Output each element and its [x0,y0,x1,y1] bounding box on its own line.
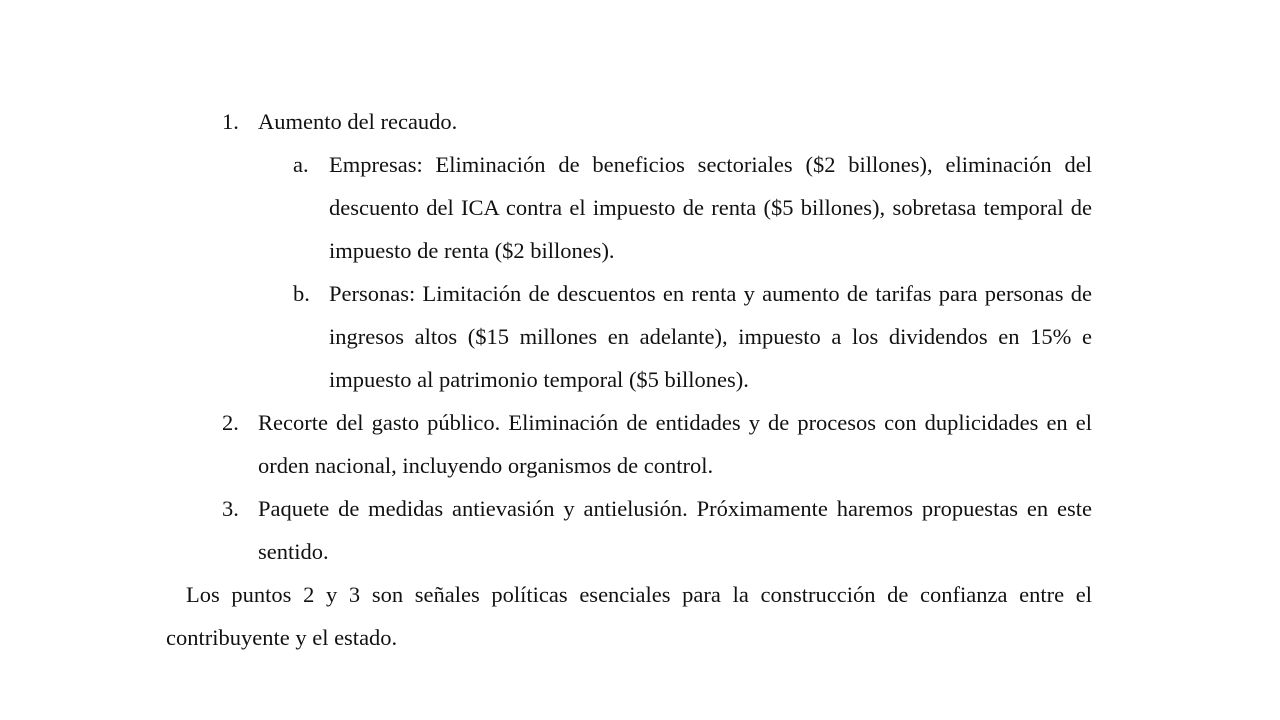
list-item-text: Recorte del gasto público. Eliminación de entidades y de procesos con duplicidades en el orden nacional, incluyendo organismos de control. [258,410,1092,478]
list-marker: 2. [222,410,239,435]
list-item-3 [222,487,1092,573]
list-marker: b. [293,281,310,306]
list-item-text: Paquete de medidas antievasión y antielusión. Próximamente haremos propuestas en este sentido. [258,496,1092,564]
list-item-2 [222,401,1092,487]
list-item-text: Personas: Limitación de descuentos en renta y aumento de tarifas para personas de ingresos altos ($15 millones en adelante), impuesto a los dividendos en 15% e impuesto al patrimonio temporal ($5 billones). [329,281,1092,392]
list-item-text: Empresas: Eliminación de beneficios sectoriales ($2 billones), eliminación del descuento del ICA contra el impuesto de renta ($5 billones), sobretasa temporal de impuesto de renta ($2 billones). [329,152,1092,263]
list-marker: 3. [222,496,239,521]
list-item-text: Aumento del recaudo. [258,109,458,134]
list-item-1 [222,100,1092,143]
document-body [166,100,1092,659]
list-subitem-a [293,143,1092,272]
list-subitem-b [293,272,1092,401]
closing-paragraph: Los puntos 2 y 3 son señales políticas esenciales para la construcción de confianza entre el contribuyente y el estado. [166,582,1092,650]
list-marker: 1. [222,109,239,134]
list-marker: a. [293,152,309,177]
